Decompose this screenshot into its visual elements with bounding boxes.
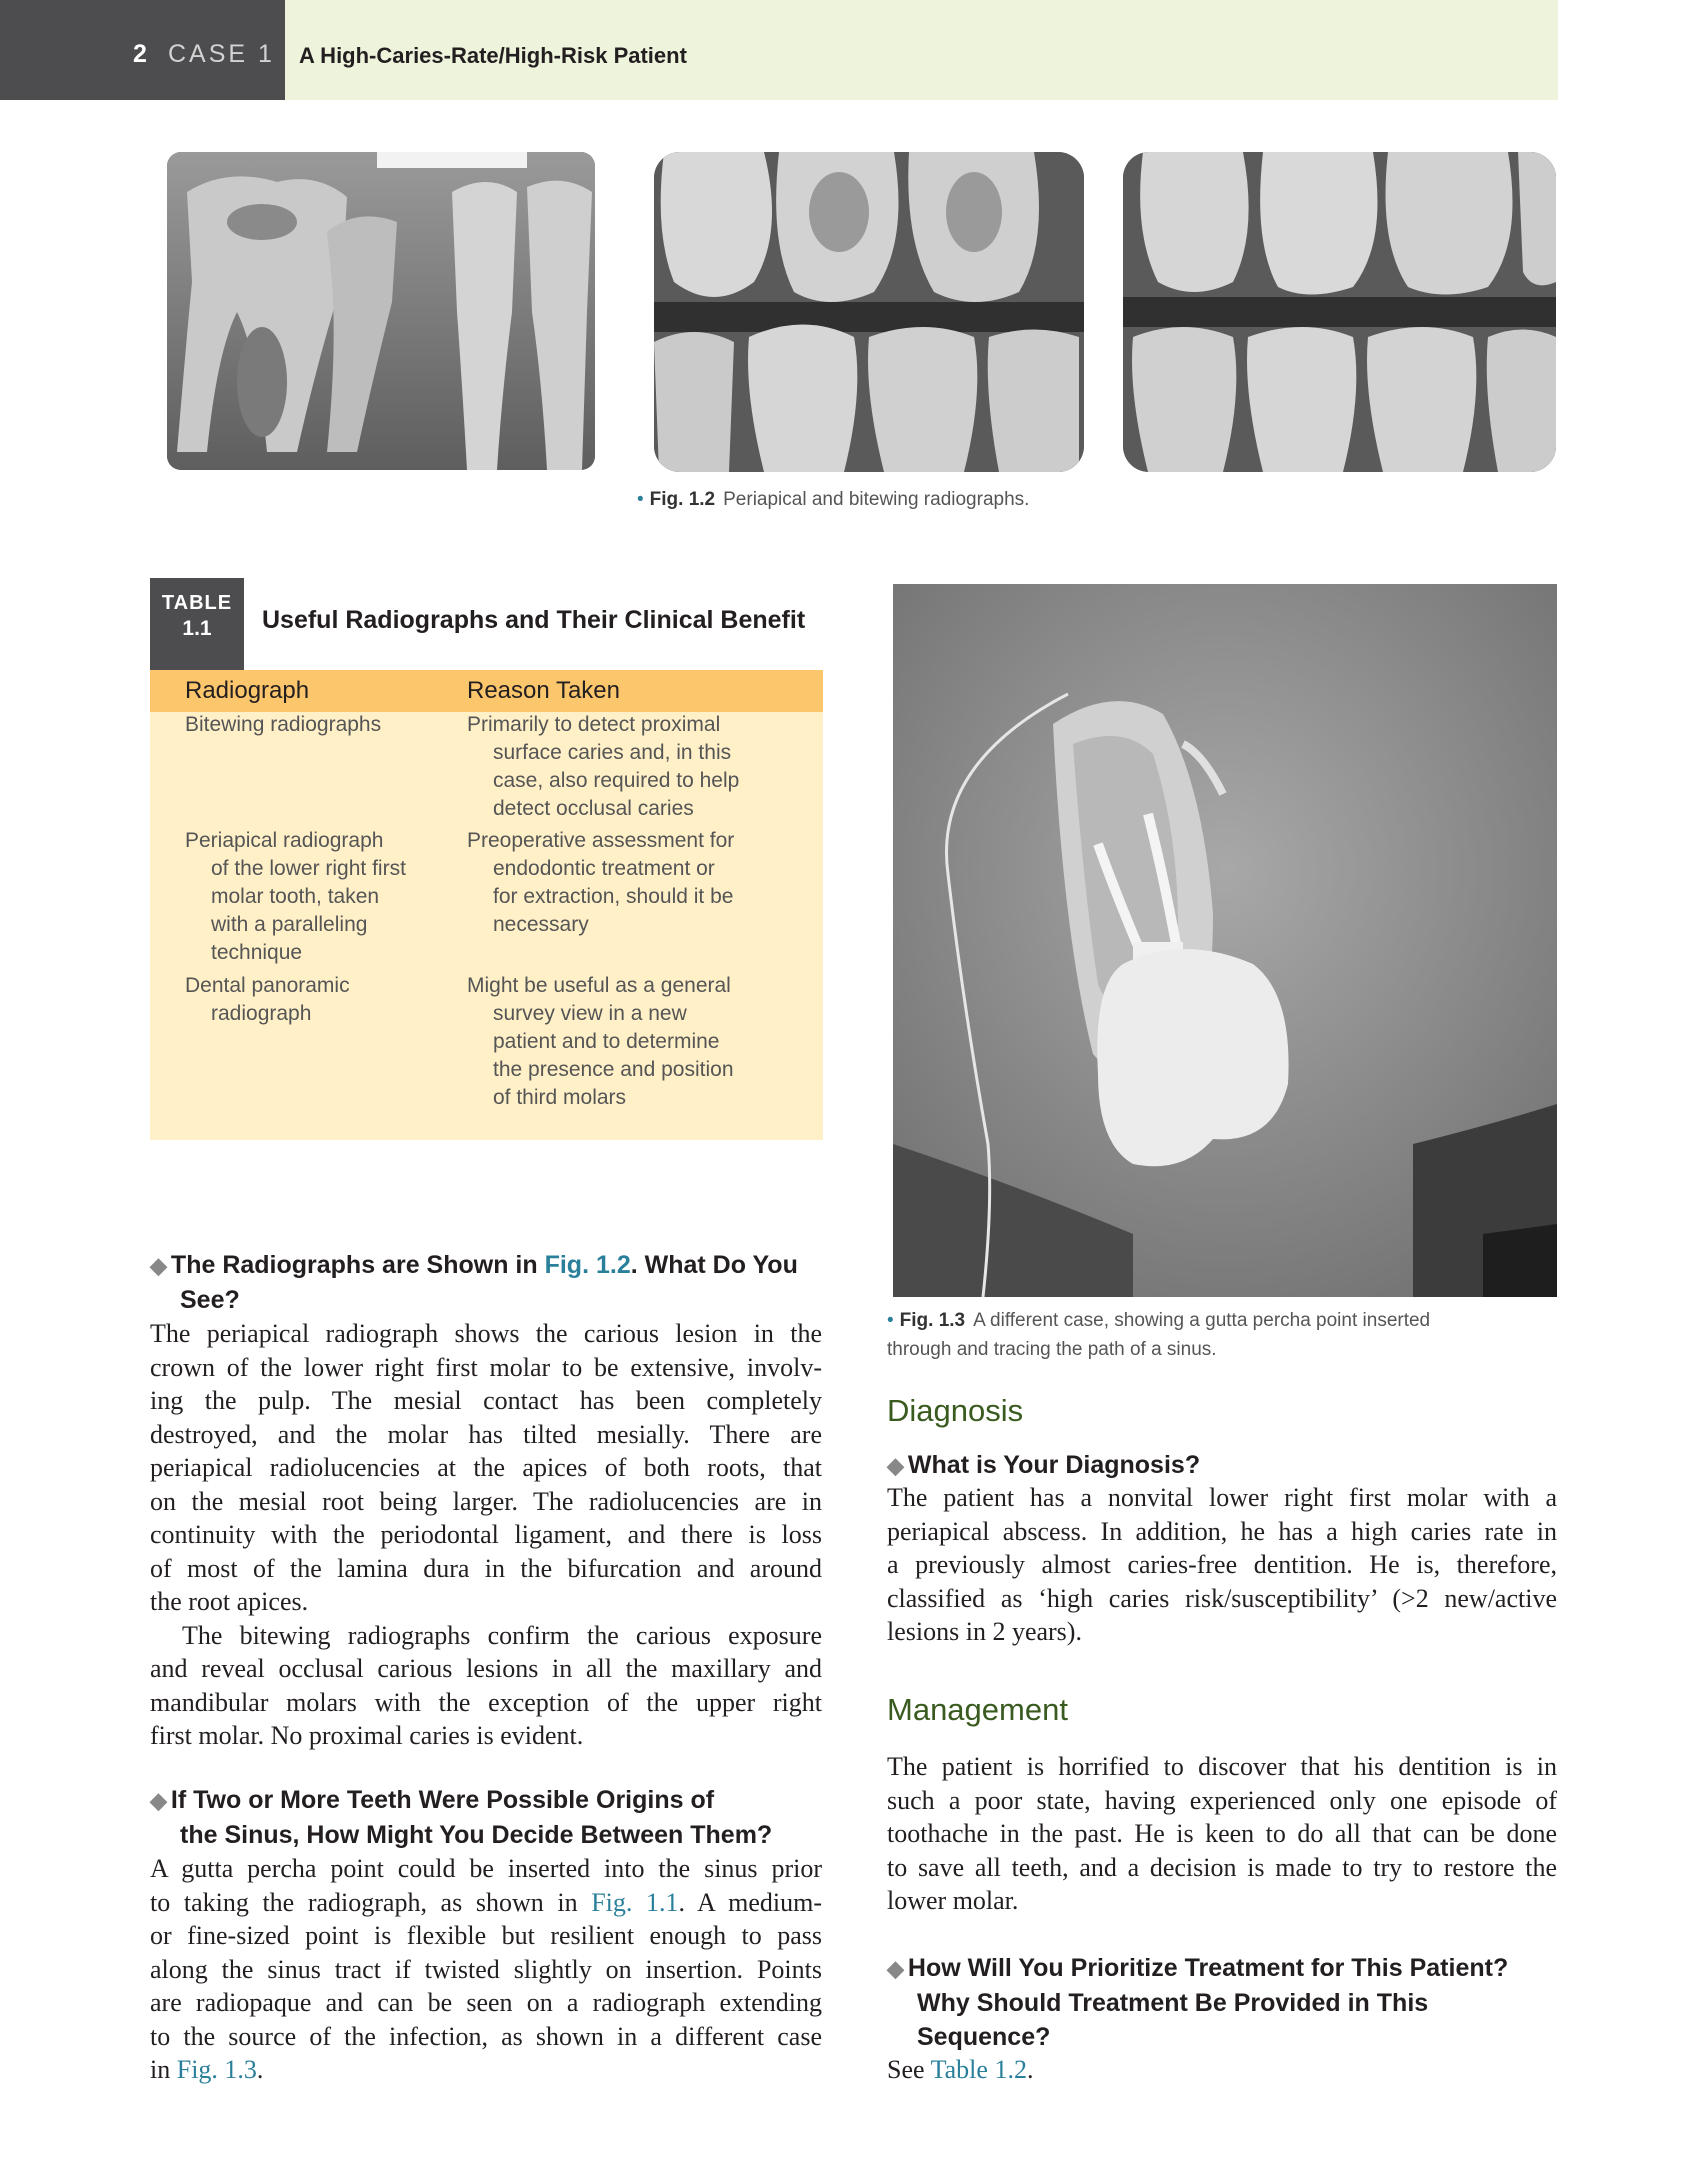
- table-badge: TABLE 1.1: [150, 578, 244, 670]
- fig-1-1-link[interactable]: Fig. 1.1: [591, 1887, 679, 1917]
- table-cell: Primarily to detect proximal surface caries and, in this case, also required to help detect occlusal caries: [467, 713, 740, 820]
- question-heading: ◆ The Radiographs are Shown in Fig. 1.2. What Do You See?: [150, 1251, 798, 1314]
- fig-1-2-caption: • Fig. 1.2 Periapical and bitewing radiographs.: [637, 489, 1030, 510]
- running-title: A High-Caries-Rate/High-Risk Patient: [299, 43, 687, 68]
- bitewing-radiograph-left: [654, 152, 1084, 472]
- diamond-icon: ◆: [887, 1453, 904, 1478]
- bitewing-radiograph-right: [1123, 152, 1556, 472]
- section-heading-diagnosis: Diagnosis: [887, 1393, 1024, 1428]
- table-cell: Might be useful as a general survey view in a new patient and to determine the presence and position of third molars: [467, 974, 734, 1109]
- answer-paragraph: The periapical radiograph shows the carious lesion in the crown of the lower right first molar to be extensive, involv- ing the pulp. The mesial contact has been completely destroyed, and the molar has tilted mesially. There are periapical radiolucencies at the apices of both roots, that on the mesial root being larger. The radiolucencies are in continuity with the periodontal ligament, and there is loss of most of the lamina dura in the bifurcation and around the root apices. The bitewing radiographs confirm the carious exposure and reveal occlusal carious lesions in all the maxillary and mandibular molars with the exception of the upper right first molar. No proximal caries is evident.: [150, 1319, 822, 1750]
- bullet-icon: •: [887, 1310, 894, 1331]
- table-cell: Preoperative assessment for endodontic treatment or for extraction, should it be necessary: [467, 829, 735, 936]
- fig-1-3-caption: • Fig. 1.3 A different case, showing a gutta percha point inserted through and tracing the path of a sinus.: [887, 1310, 1431, 1360]
- answer-paragraph: The patient has a nonvital lower right first molar with a periapical abscess. In addition, he has a high caries rate in a previously almost caries-free dentition. He is, therefore, classified as ‘high caries risk/susceptibility’ (>2 new/active lesions in 2 years).: [887, 1483, 1557, 1646]
- bullet-icon: •: [637, 489, 644, 510]
- case-label: CASE 1: [168, 40, 275, 68]
- page-number: 2: [133, 40, 147, 68]
- diamond-icon: ◆: [150, 1788, 167, 1813]
- table-cell: Periapical radiograph of the lower right first molar tooth, taken with a paralleling technique: [185, 829, 406, 964]
- question-heading: ◆ What is Your Diagnosis?: [887, 1451, 1201, 1479]
- table-1-2-link[interactable]: Table 1.2: [930, 2055, 1027, 2084]
- question-heading: ◆ How Will You Prioritize Treatment for This Patient? Why Should Treatment Be Provided in This Sequence?: [887, 1954, 1509, 2051]
- diamond-icon: ◆: [150, 1253, 167, 1278]
- table-cell: Dental panoramic radiograph: [185, 974, 350, 1025]
- question-heading: ◆ If Two or More Teeth Were Possible Origins of the Sinus, How Might You Decide Between Them?: [150, 1786, 773, 1849]
- table-header-reason: Reason Taken: [467, 677, 620, 704]
- table-header-radiograph: Radiograph: [185, 677, 310, 704]
- diamond-icon: ◆: [887, 1956, 904, 1981]
- table-cell: Bitewing radiographs: [185, 713, 382, 736]
- fig-1-2-link[interactable]: Fig. 1.2: [544, 1251, 631, 1279]
- fig-1-3-link[interactable]: Fig. 1.3: [176, 2055, 257, 2084]
- table-title: Useful Radiographs and Their Clinical Benefit: [262, 606, 806, 634]
- answer-paragraph: The patient is horrified to discover that his dentition is in such a poor state, having experienced only one episode of toothache in the past. He is keen to do all that can be done to save all teeth, and a decision is made to try to restore the lower molar.: [887, 1752, 1557, 1915]
- sinus-tracing-radiograph: [893, 584, 1557, 1297]
- answer-paragraph: A gutta percha point could be inserted into the sinus prior to taking the radiograph, as shown in Fig. 1.1. A medium- or fine-sized point is flexible but resilient enough to pass along the sinus tract if twisted slightly on insertion. Points are radiopaque and can be seen on a radiograph extending to the source of the infection, as shown in a different case in Fig. 1.3.: [150, 1854, 823, 2084]
- periapical-radiograph: [167, 152, 595, 470]
- section-heading-management: Management: [887, 1692, 1068, 1727]
- see-table-line: See Table 1.2.: [887, 2055, 1034, 2084]
